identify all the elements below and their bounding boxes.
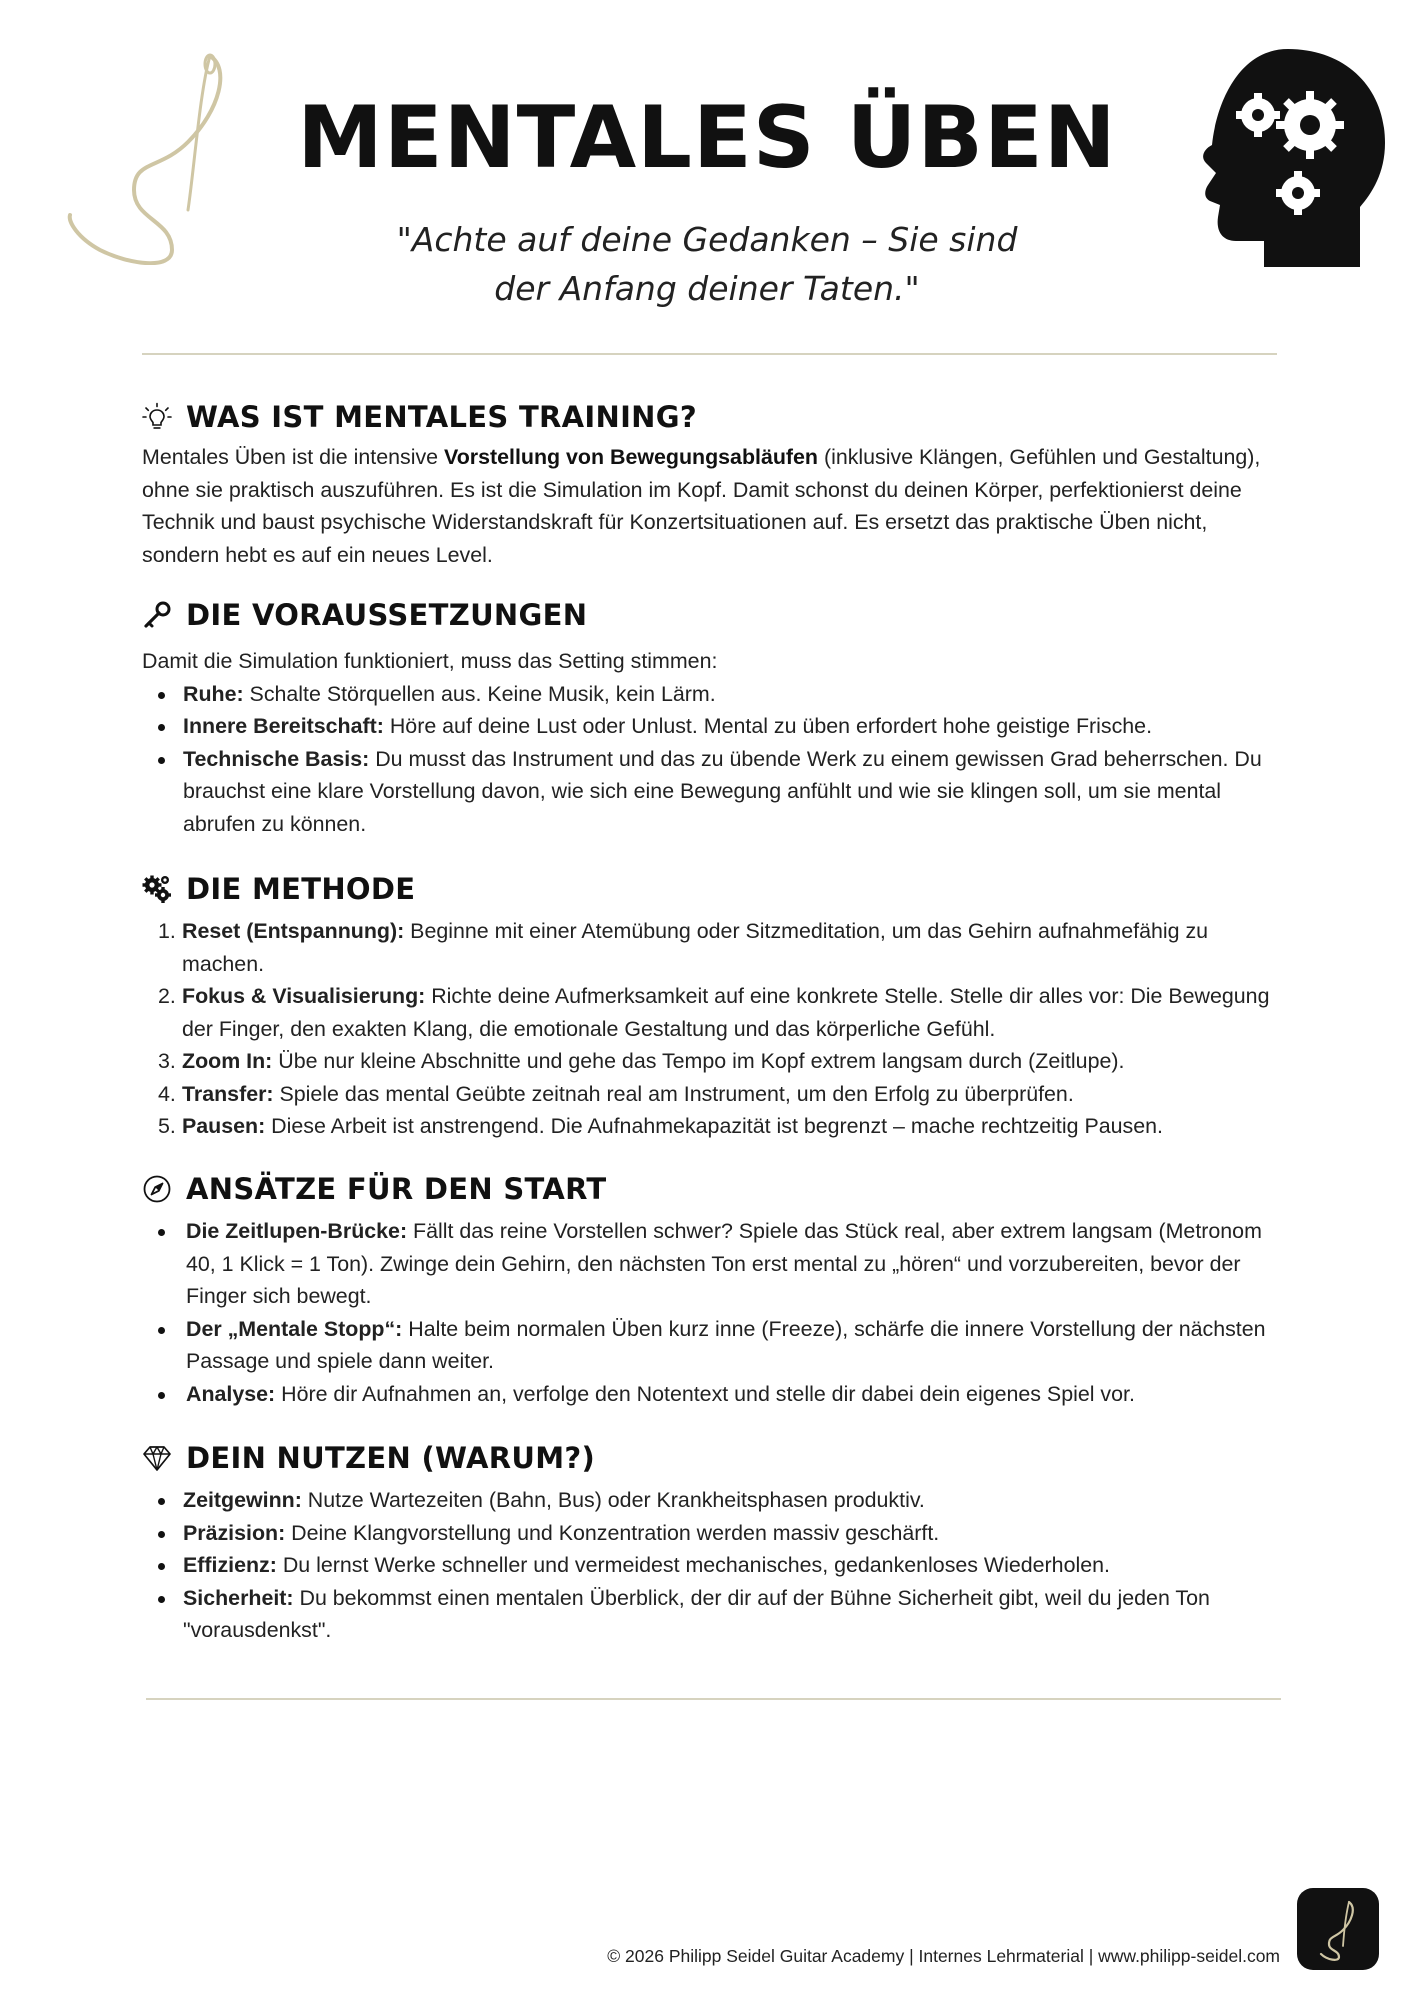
item-text: Höre dir Aufnahmen an, verfolge den Notentext und stelle dir dabei dein eigenes Spiel vor. <box>275 1381 1135 1406</box>
item-label: Sicherheit: <box>183 1585 294 1610</box>
quote-line-1: "Achte auf deine Gedanken – Sie sind <box>396 220 1018 259</box>
list-item <box>142 1078 1282 1111</box>
section-header <box>142 868 1282 910</box>
item-text: Übe nur kleine Abschnitte und gehe das Tempo im Kopf extrem langsam durch (Zeitlupe). <box>272 1049 1125 1073</box>
section-header <box>142 1168 1282 1210</box>
section-benefits <box>142 1437 1282 1647</box>
item-text: Du lernst Werke schneller und vermeidest mechanisches, gedankenloses Wiederholen. <box>276 1553 1110 1577</box>
divider-top <box>142 353 1277 355</box>
item-label: Fokus & Visualisierung: <box>182 984 426 1008</box>
head-gears-icon <box>1180 45 1390 270</box>
list-item <box>142 678 1282 711</box>
item-text: Schalte Störquellen aus. Keine Musik, kein Lärm. <box>243 681 716 706</box>
section-title: WAS IST MENTALES TRAINING? <box>186 400 697 434</box>
bullet-list <box>142 1215 1282 1410</box>
section-paragraph <box>142 441 1282 571</box>
list-item <box>142 1517 1282 1550</box>
item-number: 5. <box>158 1114 176 1138</box>
section-header <box>142 594 1282 636</box>
item-label: Der „Mentale Stopp“: <box>186 1316 403 1341</box>
compass-icon <box>142 1174 172 1204</box>
list-item <box>142 1313 1282 1378</box>
list-item <box>142 1215 1282 1313</box>
section-title: DIE METHODE <box>186 872 416 906</box>
item-label: Pausen: <box>182 1114 266 1138</box>
list-item <box>142 1484 1282 1517</box>
footer-text: © 2026 Philipp Seidel Guitar Academy | Internes Lehrmaterial | www.philipp-seidel.com <box>607 1946 1280 1966</box>
list-item <box>142 743 1282 841</box>
diamond-icon <box>142 1443 172 1473</box>
list-item <box>142 1549 1282 1582</box>
item-number: 1. <box>158 919 176 943</box>
item-label: Zeitgewinn: <box>183 1488 302 1512</box>
section-header <box>142 1437 1282 1479</box>
lightbulb-icon <box>142 402 172 432</box>
list-item <box>142 980 1282 1045</box>
guitar-s-logo-icon <box>1297 1888 1379 1970</box>
item-text: Du bekommst einen mentalen Überblick, der dir auf der Bühne Sicherheit gibt, weil du jeden Ton "vorausdenkst". <box>183 1585 1210 1642</box>
section-start <box>142 1168 1282 1410</box>
item-text: Spiele das mental Geübte zeitnah real am Instrument, um den Erfolg zu überprüfen. <box>273 1081 1074 1106</box>
list-item <box>142 1045 1282 1078</box>
key-icon <box>142 600 172 630</box>
bold-text: Vorstellung von Bewegungsabläufen <box>444 445 818 469</box>
section-title: ANSÄTZE FÜR DEN START <box>186 1172 607 1206</box>
list-item <box>142 1378 1282 1411</box>
item-number: 2. <box>158 984 176 1008</box>
text-span: (inklusive Klängen, Gefühlen und Gestaltung), ohne sie praktisch auszuführen. Es ist die Simulation im Kopf. Damit schonst du deinen Körper, perfektionierst deine Technik und baust psychische Widerstandskraft für Konzertsituationen auf. Es ersetzt das praktische Üben nicht, sondern hebt es auf ein neues Level. <box>142 445 1261 567</box>
item-label: Innere Bereitschaft: <box>183 714 384 738</box>
item-label: Die Zeitlupen-Brücke: <box>186 1219 408 1243</box>
section-title: DEIN NUTZEN (WARUM?) <box>186 1441 596 1475</box>
text-span: Mentales Üben ist die intensive <box>142 445 445 469</box>
logo-badge <box>1297 1888 1379 1970</box>
item-text: Deine Klangvorstellung und Konzentration werden massiv geschärft. <box>285 1520 940 1545</box>
item-label: Effizienz: <box>183 1553 277 1577</box>
item-number: 3. <box>158 1049 176 1073</box>
list-item <box>142 710 1282 743</box>
list-item <box>142 915 1282 980</box>
item-label: Reset (Entspannung): <box>182 919 405 943</box>
item-label: Transfer: <box>182 1081 274 1106</box>
section-prerequisites <box>142 594 1282 840</box>
item-text: Beginne mit einer Atemübung oder Sitzmeditation, um das Gehirn aufnahmefähig zu machen. <box>182 919 1209 976</box>
list-item <box>142 1110 1282 1143</box>
item-text: Richte deine Aufmerksamkeit auf eine konkrete Stelle. Stelle dir alles vor: Die Bewegung der Finger, den exakten Klang, die emotionale Gestaltung und das körperliche Gefühl. <box>182 984 1270 1041</box>
item-text: Fällt das reine Vorstellen schwer? Spiele das Stück real, aber extrem langsam (Metronom 40, 1 Klick = 1 Ton). Zwinge dein Gehirn, den nächsten Ton erst mental zu „hören“ und vorzubereiten, bevor der Finger sich bewegt. <box>186 1219 1262 1308</box>
bullet-list <box>142 1484 1282 1647</box>
numbered-list <box>142 915 1282 1143</box>
item-label: Präzision: <box>183 1520 286 1545</box>
item-text: Diese Arbeit ist anstrengend. Die Aufnahmekapazität ist begrenzt – mache rechtzeitig Pausen. <box>265 1114 1163 1138</box>
item-text: Höre auf deine Lust oder Unlust. Mental zu üben erfordert hohe geistige Frische. <box>383 714 1153 738</box>
section-method <box>142 868 1282 1143</box>
item-text: Nutze Wartezeiten (Bahn, Bus) oder Krankheitsphasen produktiv. <box>301 1488 925 1512</box>
section-mental-training <box>142 396 1282 571</box>
list-item <box>142 1582 1282 1647</box>
gears-icon <box>142 874 172 904</box>
divider-bottom <box>146 1698 1281 1700</box>
bullet-list <box>142 678 1282 841</box>
section-title: DIE VORAUSSETZUNGEN <box>186 598 588 632</box>
item-label: Analyse: <box>186 1381 276 1406</box>
section-header <box>142 396 1282 438</box>
section-intro: Damit die Simulation funktioniert, muss das Setting stimmen: <box>142 649 718 673</box>
item-text: Halte beim normalen Üben kurz inne (Freeze), schärfe die innere Vorstellung der nächsten Passage und spiele dann weiter. <box>186 1316 1266 1373</box>
quote <box>357 215 1057 313</box>
quote-line-2: der Anfang deiner Taten." <box>494 269 920 308</box>
item-number: 4. <box>158 1081 176 1106</box>
item-label: Zoom In: <box>182 1049 273 1073</box>
item-label: Ruhe: <box>183 681 244 706</box>
page-title: MENTALES ÜBEN <box>297 88 1117 188</box>
item-label: Technische Basis: <box>183 746 370 771</box>
item-text: Du musst das Instrument und das zu übende Werk zu einem gewissen Grad beherrschen. Du brauchst eine klare Vorstellung davon, wie sich eine Bewegung anfühlt und wie sie klingen soll, um sie mental abrufen zu können. <box>183 746 1262 836</box>
